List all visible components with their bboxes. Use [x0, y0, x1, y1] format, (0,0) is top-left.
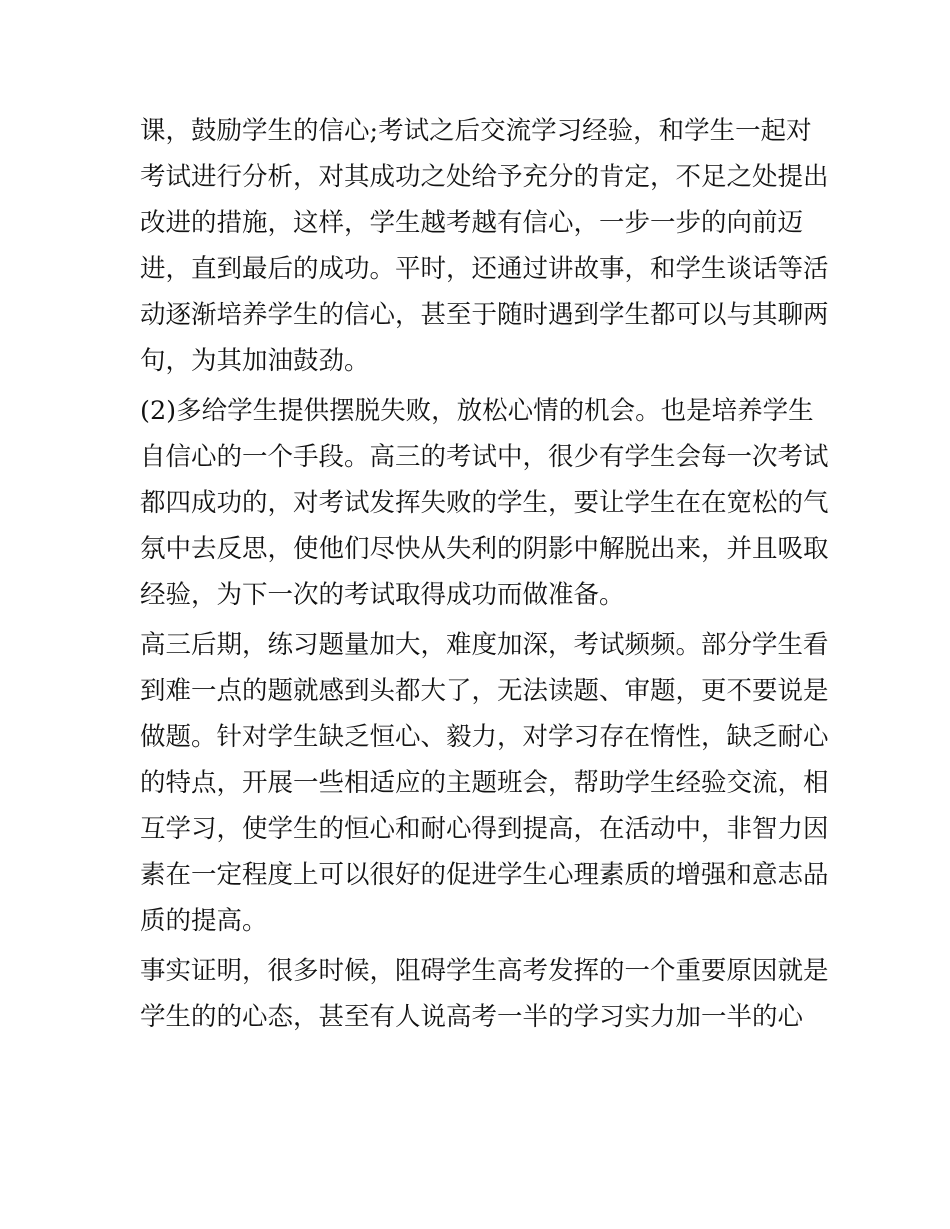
paragraph-3 — [140, 622, 829, 944]
text-line: 质的提高。 — [140, 906, 268, 936]
text-line: 的特点，开展一些相适应的主题班会，帮助学生经验交流，相 — [140, 768, 829, 798]
text-line: 事实证明，很多时候，阻碍学生高考发挥的一个重要原因就是 — [140, 956, 829, 986]
paragraph-1 — [140, 108, 829, 384]
text-line: 课，鼓励学生的信心;考试之后交流学习经验，和学生一起对 — [140, 116, 812, 146]
text-line: 句，为其加油鼓劲。 — [140, 346, 370, 376]
text-line: 都四成功的，对考试发挥失败的学生，要让学生在在宽松的气 — [140, 488, 829, 518]
text-line: (2)多给学生提供摆脱失败，放松心情的机会。也是培养学生 — [140, 396, 814, 426]
text-line: 氛中去反思，使他们尽快从失利的阴影中解脱出来，并且吸取 — [140, 534, 829, 564]
text-line: 进，直到最后的成功。平时，还通过讲故事，和学生谈话等活 — [140, 254, 829, 284]
text-line: 素在一定程度上可以很好的促进学生心理素质的增强和意志品 — [140, 860, 829, 890]
paragraph-4 — [140, 948, 829, 1040]
text-line: 高三后期，练习题量加大，难度加深，考试频频。部分学生看 — [140, 630, 829, 660]
paragraph-2 — [140, 388, 829, 618]
text-line: 学生的的心态，甚至有人说高考一半的学习实力加一半的心 — [140, 1002, 804, 1032]
text-line: 经验，为下一次的考试取得成功而做准备。 — [140, 580, 625, 610]
document-body — [140, 108, 829, 1040]
text-line: 动逐渐培养学生的信心，甚至于随时遇到学生都可以与其聊两 — [140, 300, 829, 330]
text-line: 做题。针对学生缺乏恒心、毅力，对学习存在惰性，缺乏耐心 — [140, 722, 829, 752]
text-line: 到难一点的题就感到头都大了，无法读题、审题，更不要说是 — [140, 676, 829, 706]
text-line: 考试进行分析，对其成功之处给予充分的肯定，不足之处提出 — [140, 162, 829, 192]
text-line: 自信心的一个手段。高三的考试中，很少有学生会每一次考试 — [140, 442, 829, 472]
text-line: 改进的措施，这样，学生越考越有信心，一步一步的向前迈 — [140, 208, 804, 238]
text-line: 互学习，使学生的恒心和耐心得到提高，在活动中，非智力因 — [140, 814, 829, 844]
